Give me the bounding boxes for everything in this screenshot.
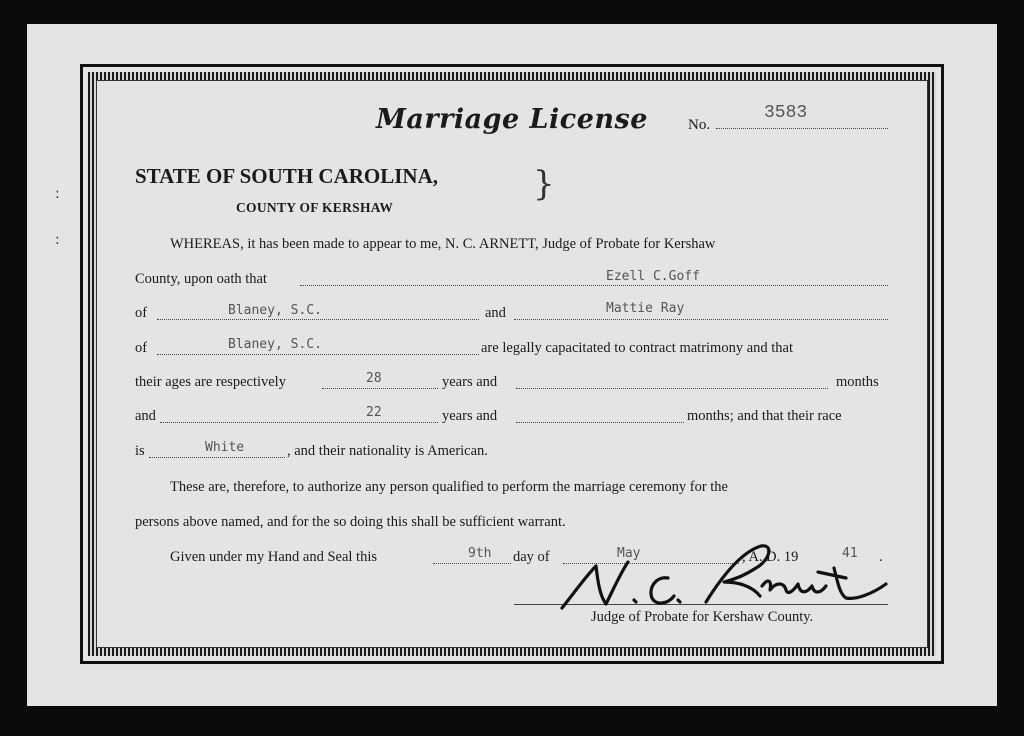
ad-label: , A. D. 19 bbox=[742, 549, 799, 565]
year-value: 41 bbox=[842, 546, 858, 561]
age2-value: 22 bbox=[366, 405, 382, 420]
applicant1-residence-line bbox=[157, 319, 479, 320]
years-and-label: years and bbox=[442, 374, 498, 390]
ages-label: their ages are respectively bbox=[135, 374, 286, 390]
age1-months-line bbox=[516, 388, 828, 389]
margin-mark: : bbox=[55, 232, 60, 248]
age2-line bbox=[160, 422, 438, 423]
month-value: May bbox=[617, 546, 641, 561]
county-heading: COUNTY OF KERSHAW bbox=[236, 200, 394, 215]
day-value: 9th bbox=[468, 546, 492, 561]
race-value: White bbox=[205, 440, 245, 455]
applicant2-name: Mattie Ray bbox=[606, 301, 685, 316]
race-text: months; and that their race bbox=[687, 408, 842, 424]
applicant1-residence: Blaney, S.C. bbox=[228, 303, 322, 318]
margin-mark: : bbox=[55, 186, 60, 202]
applicant1-name: Ezell C.Goff bbox=[606, 269, 700, 284]
age1-value: 28 bbox=[366, 371, 382, 386]
nationality-text: , and their nationality is American. bbox=[287, 443, 488, 459]
of-label: of bbox=[135, 305, 148, 321]
license-number-line bbox=[716, 128, 888, 129]
license-number-label: No. bbox=[688, 117, 711, 133]
age2-months-line bbox=[516, 422, 684, 423]
authorize-text: These are, therefore, to authorize any person qualified to perform the marriage ceremony for the bbox=[170, 479, 728, 495]
state-heading: STATE OF SOUTH CAROLINA, bbox=[135, 164, 438, 188]
whereas-text: WHEREAS, it has been made to appear to me, N. C. ARNETT, Judge of Probate for Kershaw bbox=[170, 236, 716, 252]
applicant2-residence-line bbox=[157, 354, 479, 355]
document-title: Marriage License bbox=[376, 104, 648, 135]
signature-title: Judge of Probate for Kershaw County. bbox=[591, 609, 814, 625]
year-end: . bbox=[879, 549, 883, 565]
is-label: is bbox=[135, 443, 145, 459]
of-label: of bbox=[135, 340, 148, 356]
oath-label: County, upon oath that bbox=[135, 271, 267, 287]
day-line bbox=[433, 563, 511, 564]
day-of-label: day of bbox=[513, 549, 550, 565]
years-and-label: years and bbox=[442, 408, 498, 424]
capacitated-text: are legally capacitated to contract matrimony and that bbox=[481, 340, 794, 356]
license-number: 3583 bbox=[764, 103, 808, 123]
age1-line bbox=[322, 388, 438, 389]
warrant-text: persons above named, and for the so doing this shall be sufficient warrant. bbox=[135, 514, 566, 530]
brace-mark: } bbox=[533, 164, 555, 204]
race-line bbox=[149, 457, 285, 458]
applicant2-residence: Blaney, S.C. bbox=[228, 337, 322, 352]
handwritten-signature bbox=[556, 538, 906, 618]
given-text: Given under my Hand and Seal this bbox=[170, 549, 377, 565]
applicant2-name-line bbox=[514, 319, 888, 320]
and-label: and bbox=[485, 305, 506, 321]
months-label: months bbox=[836, 374, 879, 390]
applicant1-name-line bbox=[300, 285, 888, 286]
and-label: and bbox=[135, 408, 156, 424]
